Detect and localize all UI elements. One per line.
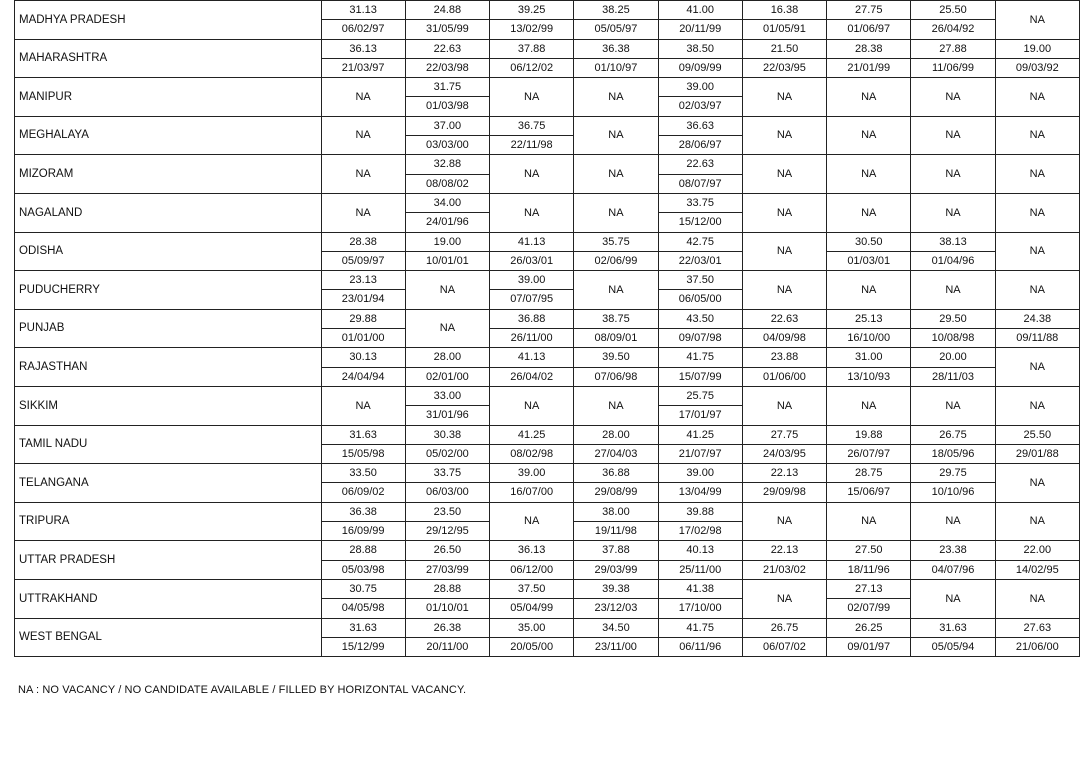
cutoff-date: 18/11/96 <box>827 560 911 579</box>
na-cell: NA <box>995 579 1079 618</box>
na-cell: NA <box>911 155 995 194</box>
cutoff-date: 17/10/00 <box>658 599 742 618</box>
cutoff-value: 39.25 <box>490 1 574 20</box>
cutoff-value: 28.88 <box>405 579 489 598</box>
cutoff-value: 41.25 <box>490 425 574 444</box>
na-cell: NA <box>742 232 826 271</box>
na-cell: NA <box>911 271 995 310</box>
cutoff-date: 21/03/97 <box>321 58 405 77</box>
cutoff-date: 09/07/98 <box>658 329 742 348</box>
na-cell: NA <box>321 78 405 117</box>
state-name: WEST BENGAL <box>15 618 322 657</box>
cutoff-date: 31/01/96 <box>405 406 489 425</box>
cutoff-value: 27.50 <box>827 541 911 560</box>
na-cell: NA <box>742 579 826 618</box>
table-row <box>15 348 1080 367</box>
na-cell: NA <box>995 116 1079 155</box>
cutoff-date: 13/04/99 <box>658 483 742 502</box>
cutoff-value: 41.13 <box>490 348 574 367</box>
table-row <box>15 116 1080 135</box>
cutoff-value: 22.63 <box>405 39 489 58</box>
cutoff-value: 19.00 <box>405 232 489 251</box>
cutoff-date: 09/09/99 <box>658 58 742 77</box>
cutoff-date: 01/03/98 <box>405 97 489 116</box>
cutoff-date: 15/12/00 <box>658 213 742 232</box>
cutoff-value: 26.25 <box>827 618 911 637</box>
cutoff-value: 37.50 <box>658 271 742 290</box>
na-cell: NA <box>995 78 1079 117</box>
state-name: MADHYA PRADESH <box>15 1 322 40</box>
cutoff-value: 38.50 <box>658 39 742 58</box>
cutoff-date: 21/01/99 <box>827 58 911 77</box>
table-row <box>15 425 1080 444</box>
cutoff-date: 01/06/97 <box>827 20 911 39</box>
cutoff-value: 34.00 <box>405 193 489 212</box>
cutoff-value: 31.75 <box>405 78 489 97</box>
na-cell: NA <box>742 116 826 155</box>
na-cell: NA <box>490 78 574 117</box>
cutoff-date: 31/05/99 <box>405 20 489 39</box>
cutoff-value: 39.00 <box>490 464 574 483</box>
cutoff-value: 35.00 <box>490 618 574 637</box>
na-cell: NA <box>911 386 995 425</box>
cutoff-date: 22/03/01 <box>658 251 742 270</box>
cutoff-value: 28.00 <box>574 425 658 444</box>
na-cell: NA <box>827 502 911 541</box>
cutoff-date: 16/09/99 <box>321 522 405 541</box>
cutoff-date: 24/04/94 <box>321 367 405 386</box>
cutoff-date: 03/03/00 <box>405 136 489 155</box>
cutoff-value: 20.00 <box>911 348 995 367</box>
cutoff-date: 01/06/00 <box>742 367 826 386</box>
cutoff-value: 33.75 <box>658 193 742 212</box>
cutoff-value: 21.50 <box>742 39 826 58</box>
cutoff-value: 28.88 <box>321 541 405 560</box>
na-cell: NA <box>911 116 995 155</box>
cutoff-date: 26/03/01 <box>490 251 574 270</box>
na-cell: NA <box>321 193 405 232</box>
cutoff-value: 22.00 <box>995 541 1079 560</box>
cutoff-value: 33.00 <box>405 386 489 405</box>
cutoff-date: 01/04/96 <box>911 251 995 270</box>
cutoff-date: 26/11/00 <box>490 329 574 348</box>
cutoff-date: 29/08/99 <box>574 483 658 502</box>
na-cell: NA <box>574 116 658 155</box>
state-name: TRIPURA <box>15 502 322 541</box>
cutoff-value: 31.63 <box>321 618 405 637</box>
cutoff-date: 06/09/02 <box>321 483 405 502</box>
cutoff-value: 19.00 <box>995 39 1079 58</box>
cutoff-date: 09/11/88 <box>995 329 1079 348</box>
cutoff-value: 30.38 <box>405 425 489 444</box>
cutoff-date: 15/07/99 <box>658 367 742 386</box>
cutoff-date: 15/05/98 <box>321 444 405 463</box>
cutoff-value: 39.00 <box>490 271 574 290</box>
cutoff-date: 20/05/00 <box>490 637 574 656</box>
cutoff-date: 01/05/91 <box>742 20 826 39</box>
cutoff-date: 17/02/98 <box>658 522 742 541</box>
cutoff-value: 24.88 <box>405 1 489 20</box>
na-cell: NA <box>574 386 658 425</box>
cutoff-date: 23/12/03 <box>574 599 658 618</box>
cutoff-date: 01/03/01 <box>827 251 911 270</box>
cutoff-value: 25.13 <box>827 309 911 328</box>
cutoff-value: 37.00 <box>405 116 489 135</box>
na-cell: NA <box>742 78 826 117</box>
cutoff-date: 07/07/95 <box>490 290 574 309</box>
na-cell: NA <box>995 1 1079 40</box>
table-row <box>15 193 1080 212</box>
cutoff-value: 37.50 <box>490 579 574 598</box>
na-cell: NA <box>995 155 1079 194</box>
cutoff-date: 06/12/02 <box>490 58 574 77</box>
na-cell: NA <box>827 193 911 232</box>
state-name: PUNJAB <box>15 309 322 348</box>
na-cell: NA <box>742 271 826 310</box>
cutoff-date: 05/03/98 <box>321 560 405 579</box>
cutoff-date: 29/03/99 <box>574 560 658 579</box>
cutoff-value: 35.75 <box>574 232 658 251</box>
na-cell: NA <box>742 386 826 425</box>
na-cell: NA <box>490 502 574 541</box>
cutoff-date: 19/11/98 <box>574 522 658 541</box>
cutoff-value: 29.88 <box>321 309 405 328</box>
cutoff-table-body <box>15 1 1080 657</box>
table-row <box>15 232 1080 251</box>
na-cell: NA <box>995 464 1079 503</box>
cutoff-value: 27.13 <box>827 579 911 598</box>
cutoff-date: 11/06/99 <box>911 58 995 77</box>
cutoff-date: 08/07/97 <box>658 174 742 193</box>
na-cell: NA <box>827 116 911 155</box>
na-cell: NA <box>911 579 995 618</box>
cutoff-date: 05/04/99 <box>490 599 574 618</box>
cutoff-value: 23.13 <box>321 271 405 290</box>
cutoff-value: 28.38 <box>827 39 911 58</box>
na-cell: NA <box>995 193 1079 232</box>
cutoff-value: 22.63 <box>742 309 826 328</box>
cutoff-value: 31.63 <box>321 425 405 444</box>
cutoff-value: 26.75 <box>911 425 995 444</box>
state-name: TELANGANA <box>15 464 322 503</box>
cutoff-value: 23.50 <box>405 502 489 521</box>
cutoff-value: 31.00 <box>827 348 911 367</box>
table-row <box>15 271 1080 290</box>
cutoff-date: 22/03/95 <box>742 58 826 77</box>
cutoff-value: 30.50 <box>827 232 911 251</box>
na-cell: NA <box>827 155 911 194</box>
cutoff-date: 10/08/98 <box>911 329 995 348</box>
state-name: MEGHALAYA <box>15 116 322 155</box>
cutoff-value: 22.63 <box>658 155 742 174</box>
cutoff-value: 22.13 <box>742 464 826 483</box>
cutoff-date: 02/06/99 <box>574 251 658 270</box>
table-row <box>15 1 1080 20</box>
cutoff-date: 07/06/98 <box>574 367 658 386</box>
cutoff-date: 14/02/95 <box>995 560 1079 579</box>
cutoff-value: 33.75 <box>405 464 489 483</box>
cutoff-value: 29.50 <box>911 309 995 328</box>
cutoff-date: 01/10/01 <box>405 599 489 618</box>
cutoff-value: 28.38 <box>321 232 405 251</box>
cutoff-date: 22/03/98 <box>405 58 489 77</box>
cutoff-value: 41.13 <box>490 232 574 251</box>
state-name: SIKKIM <box>15 386 322 425</box>
cutoff-date: 02/03/97 <box>658 97 742 116</box>
cutoff-value: 29.75 <box>911 464 995 483</box>
cutoff-date: 02/07/99 <box>827 599 911 618</box>
table-row <box>15 78 1080 97</box>
cutoff-value: 27.75 <box>827 1 911 20</box>
cutoff-date: 24/03/95 <box>742 444 826 463</box>
table-row <box>15 502 1080 521</box>
cutoff-value: 27.88 <box>911 39 995 58</box>
table-row <box>15 309 1080 328</box>
cutoff-value: 41.75 <box>658 348 742 367</box>
state-name: TAMIL NADU <box>15 425 322 464</box>
cutoff-date: 29/01/88 <box>995 444 1079 463</box>
cutoff-value: 39.88 <box>658 502 742 521</box>
na-cell: NA <box>574 271 658 310</box>
cutoff-date: 04/07/96 <box>911 560 995 579</box>
na-cell: NA <box>321 116 405 155</box>
state-name: UTTAR PRADESH <box>15 541 322 580</box>
cutoff-date: 28/11/03 <box>911 367 995 386</box>
cutoff-value: 31.63 <box>911 618 995 637</box>
cutoff-value: 19.88 <box>827 425 911 444</box>
na-cell: NA <box>827 78 911 117</box>
state-name: MIZORAM <box>15 155 322 194</box>
cutoff-value: 36.38 <box>574 39 658 58</box>
state-name: PUDUCHERRY <box>15 271 322 310</box>
cutoff-value: 36.13 <box>321 39 405 58</box>
na-cell: NA <box>995 348 1079 387</box>
cutoff-value: 41.00 <box>658 1 742 20</box>
table-row <box>15 464 1080 483</box>
cutoff-date: 06/03/00 <box>405 483 489 502</box>
table-row <box>15 541 1080 560</box>
cutoff-date: 08/08/02 <box>405 174 489 193</box>
cutoff-value: 24.38 <box>995 309 1079 328</box>
cutoff-value: 38.13 <box>911 232 995 251</box>
cutoff-value: 30.13 <box>321 348 405 367</box>
cutoff-date: 21/07/97 <box>658 444 742 463</box>
cutoff-value: 36.63 <box>658 116 742 135</box>
table-row <box>15 618 1080 637</box>
footnote: NA : NO VACANCY / NO CANDIDATE AVAILABLE / FILLED BY HORIZONTAL VACANCY. <box>18 684 467 696</box>
cutoff-value: 39.38 <box>574 579 658 598</box>
cutoff-date: 17/01/97 <box>658 406 742 425</box>
na-cell: NA <box>911 78 995 117</box>
na-cell: NA <box>827 271 911 310</box>
cutoff-date: 13/10/93 <box>827 367 911 386</box>
cutoff-value: 22.13 <box>742 541 826 560</box>
cutoff-date: 29/09/98 <box>742 483 826 502</box>
cutoff-value: 26.75 <box>742 618 826 637</box>
cutoff-date: 29/12/95 <box>405 522 489 541</box>
cutoff-date: 05/05/97 <box>574 20 658 39</box>
cutoff-value: 23.38 <box>911 541 995 560</box>
cutoff-date: 05/05/94 <box>911 637 995 656</box>
cutoff-date: 18/05/96 <box>911 444 995 463</box>
cutoff-value: 36.38 <box>321 502 405 521</box>
cutoff-value: 26.38 <box>405 618 489 637</box>
table-row <box>15 155 1080 174</box>
cutoff-date: 08/02/98 <box>490 444 574 463</box>
cutoff-value: 37.88 <box>490 39 574 58</box>
cutoff-value: 41.75 <box>658 618 742 637</box>
cutoff-date: 13/02/99 <box>490 20 574 39</box>
cutoff-date: 05/09/97 <box>321 251 405 270</box>
table-row <box>15 386 1080 405</box>
na-cell: NA <box>827 386 911 425</box>
state-name: MANIPUR <box>15 78 322 117</box>
na-cell: NA <box>995 386 1079 425</box>
cutoff-date: 27/03/99 <box>405 560 489 579</box>
cutoff-date: 24/01/96 <box>405 213 489 232</box>
cutoff-value: 36.88 <box>490 309 574 328</box>
cutoff-date: 21/03/02 <box>742 560 826 579</box>
cutoff-value: 25.50 <box>911 1 995 20</box>
state-name: UTTRAKHAND <box>15 579 322 618</box>
na-cell: NA <box>742 193 826 232</box>
cutoff-date: 06/05/00 <box>658 290 742 309</box>
cutoff-date: 01/01/00 <box>321 329 405 348</box>
cutoff-date: 09/01/97 <box>827 637 911 656</box>
cutoff-date: 20/11/00 <box>405 637 489 656</box>
na-cell: NA <box>321 386 405 425</box>
cutoff-date: 21/06/00 <box>995 637 1079 656</box>
cutoff-date: 04/05/98 <box>321 599 405 618</box>
cutoff-date: 15/06/97 <box>827 483 911 502</box>
cutoff-value: 40.13 <box>658 541 742 560</box>
na-cell: NA <box>995 502 1079 541</box>
cutoff-date: 20/11/99 <box>658 20 742 39</box>
cutoff-value: 23.88 <box>742 348 826 367</box>
state-name: RAJASTHAN <box>15 348 322 387</box>
cutoff-date: 16/10/00 <box>827 329 911 348</box>
cutoff-date: 06/07/02 <box>742 637 826 656</box>
na-cell: NA <box>574 78 658 117</box>
cutoff-value: 28.75 <box>827 464 911 483</box>
cutoff-value: 36.88 <box>574 464 658 483</box>
cutoff-value: 39.50 <box>574 348 658 367</box>
table-row <box>15 579 1080 598</box>
cutoff-date: 23/11/00 <box>574 637 658 656</box>
cutoff-date: 02/01/00 <box>405 367 489 386</box>
cutoff-date: 26/07/97 <box>827 444 911 463</box>
na-cell: NA <box>574 155 658 194</box>
na-cell: NA <box>742 155 826 194</box>
cutoff-value: 31.13 <box>321 1 405 20</box>
cutoff-date: 06/02/97 <box>321 20 405 39</box>
cutoff-date: 10/10/96 <box>911 483 995 502</box>
cutoff-date: 25/11/00 <box>658 560 742 579</box>
cutoff-date: 04/09/98 <box>742 329 826 348</box>
cutoff-value: 38.75 <box>574 309 658 328</box>
na-cell: NA <box>490 155 574 194</box>
cutoff-date: 22/11/98 <box>490 136 574 155</box>
na-cell: NA <box>911 193 995 232</box>
na-cell: NA <box>574 193 658 232</box>
cutoff-value: 38.00 <box>574 502 658 521</box>
na-cell: NA <box>321 155 405 194</box>
cutoff-value: 32.88 <box>405 155 489 174</box>
cutoff-value: 26.50 <box>405 541 489 560</box>
na-cell: NA <box>490 386 574 425</box>
cutoff-value: 25.75 <box>658 386 742 405</box>
cutoff-value: 27.63 <box>995 618 1079 637</box>
table-row <box>15 39 1080 58</box>
cutoff-date: 27/04/03 <box>574 444 658 463</box>
cutoff-value: 43.50 <box>658 309 742 328</box>
cutoff-value: 34.50 <box>574 618 658 637</box>
na-cell: NA <box>405 271 489 310</box>
state-name: ODISHA <box>15 232 322 271</box>
cutoff-value: 25.50 <box>995 425 1079 444</box>
cutoff-value: 16.38 <box>742 1 826 20</box>
cutoff-date: 01/10/97 <box>574 58 658 77</box>
cutoff-date: 06/11/96 <box>658 637 742 656</box>
cutoff-value: 41.25 <box>658 425 742 444</box>
cutoff-value: 36.13 <box>490 541 574 560</box>
cutoff-date: 05/02/00 <box>405 444 489 463</box>
cutoff-date: 09/03/92 <box>995 58 1079 77</box>
cutoff-value: 37.88 <box>574 541 658 560</box>
cutoff-value: 39.00 <box>658 78 742 97</box>
na-cell: NA <box>490 193 574 232</box>
cutoff-value: 33.50 <box>321 464 405 483</box>
na-cell: NA <box>405 309 489 348</box>
cutoff-date: 26/04/92 <box>911 20 995 39</box>
cutoff-value: 36.75 <box>490 116 574 135</box>
cutoff-table <box>14 0 1080 657</box>
cutoff-date: 08/09/01 <box>574 329 658 348</box>
cutoff-value: 41.38 <box>658 579 742 598</box>
na-cell: NA <box>911 502 995 541</box>
na-cell: NA <box>995 271 1079 310</box>
cutoff-date: 10/01/01 <box>405 251 489 270</box>
cutoff-value: 30.75 <box>321 579 405 598</box>
state-name: NAGALAND <box>15 193 322 232</box>
cutoff-value: 39.00 <box>658 464 742 483</box>
na-cell: NA <box>742 502 826 541</box>
cutoff-value: 28.00 <box>405 348 489 367</box>
cutoff-value: 38.25 <box>574 1 658 20</box>
state-name: MAHARASHTRA <box>15 39 322 78</box>
cutoff-date: 23/01/94 <box>321 290 405 309</box>
cutoff-date: 28/06/97 <box>658 136 742 155</box>
cutoff-date: 16/07/00 <box>490 483 574 502</box>
cutoff-value: 42.75 <box>658 232 742 251</box>
cutoff-date: 06/12/00 <box>490 560 574 579</box>
cutoff-date: 15/12/99 <box>321 637 405 656</box>
cutoff-date: 26/04/02 <box>490 367 574 386</box>
na-cell: NA <box>995 232 1079 271</box>
cutoff-value: 27.75 <box>742 425 826 444</box>
